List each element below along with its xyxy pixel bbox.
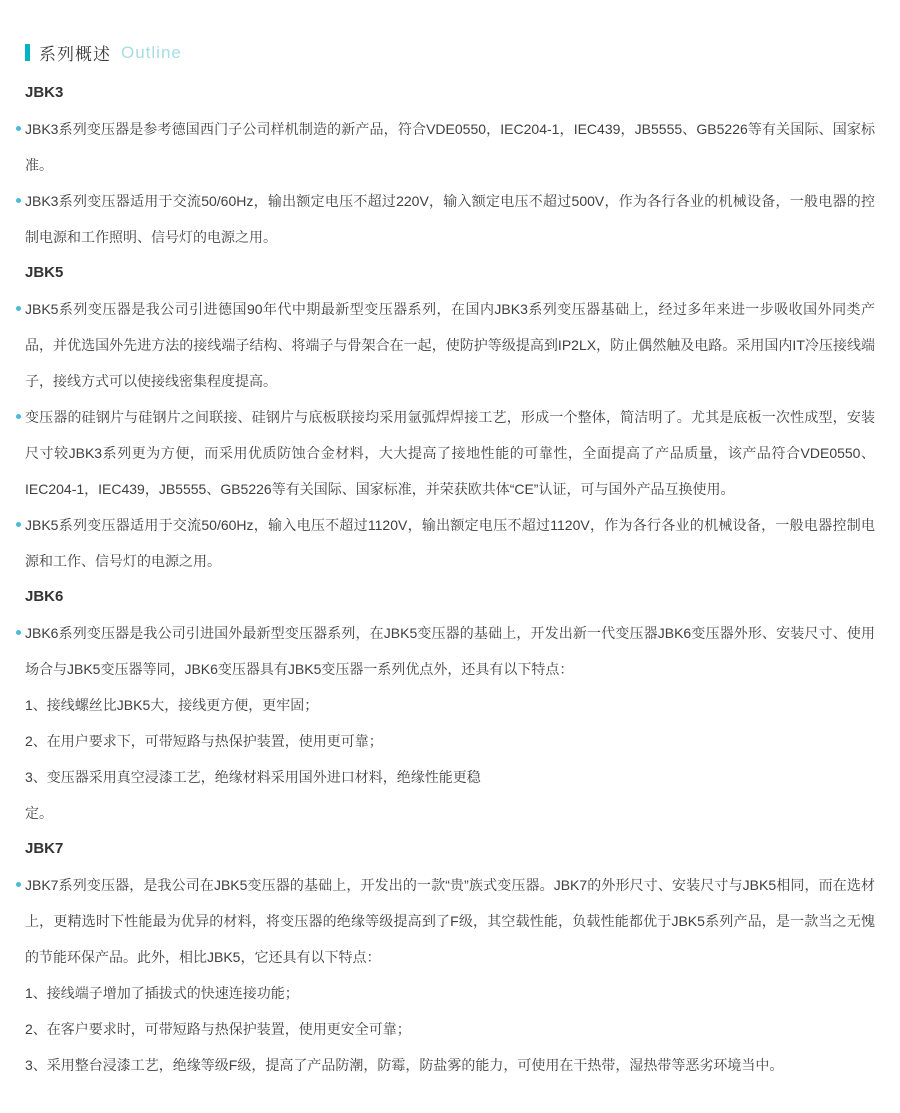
- bullet-paragraph: JBK7系列变压器，是我公司在JBK5变压器的基础上，开发出的一款“贵”族式变压器。JBK7的外形尺寸、安装尺寸与JBK5相同，而在选材上，更精选时下性能最为优异的材料，将变压器的绝缘等级提高到了F级，其空载性能，负载性能都优于JBK5系列产品，是一款当之无愧的节能环保产品。此外，相比JBK5，它还具有以下特点：: [25, 867, 875, 975]
- section-heading: JBK5: [25, 264, 64, 281]
- numbered-item: 1、接线端子增加了插拔式的快速连接功能；: [25, 985, 299, 1001]
- sections-container: [25, 75, 875, 1083]
- section-heading: JBK7: [25, 840, 64, 857]
- bullet-paragraph: JBK5系列变压器是我公司引进德国90年代中期最新型变压器系列，在国内JBK3系列变压器基础上，经过多年来进一步吸收国外同类产品，并优选国外先进方法的接线端子结构、将端子与骨架合在一起，使防护等级提高到IP2LX，防止偶然触及电路。采用国内IT冷压接线端子，接线方式可以使接线密集程度提高。: [25, 291, 875, 399]
- section-heading: JBK6: [25, 588, 64, 605]
- numbered-item: 3、采用整台浸漆工艺，绝缘等级F级，提高了产品防潮，防霉，防盐雾的能力，可使用在干热带，湿热带等恶劣环境当中。: [25, 1057, 784, 1073]
- bullet-paragraph: 变压器的硅钢片与硅钢片之间联接、硅钢片与底板联接均采用氩弧焊焊接工艺，形成一个整体，简洁明了。尤其是底板一次性成型，安装尺寸较JBK3系列更为方便，而采用优质防蚀合金材料，大大提高了接地性能的可靠性，全面提高了产品质量，该产品符合VDE0550、IEC204-1，IEC439，JB5555、GB5226等有关国际、国家标准，并荣获欧共体“CE”认证，可与国外产品互换使用。: [25, 399, 875, 507]
- numbered-item: 3、变压器采用真空浸漆工艺，绝缘材料采用国外进口材料，绝缘性能更稳: [25, 769, 481, 785]
- numbered-item: 1、接线螺丝比JBK5大，接线更方便，更牢固；: [25, 697, 319, 713]
- page-header: [25, 40, 875, 65]
- bullet-paragraph: JBK5系列变压器适用于交流50/60Hz，输入电压不超过1120V，输出额定电压不超过1120V，作为各行各业的机械设备，一般电器控制电源和工作、信号灯的电源之用。: [25, 507, 875, 579]
- numbered-item: 2、在客户要求时，可带短路与热保护装置，使用更安全可靠；: [25, 1021, 411, 1037]
- numbered-item: 2、在用户要求下，可带短路与热保护装置，使用更可靠；: [25, 733, 383, 749]
- text-line: 定。: [25, 805, 53, 821]
- bullet-paragraph: JBK3系列变压器适用于交流50/60Hz，输出额定电压不超过220V，输入额定电压不超过500V，作为各行各业的机械设备，一般电器的控制电源和工作照明、信号灯的电源之用。: [25, 183, 875, 255]
- bullet-paragraph: JBK3系列变压器是参考德国西门子公司样机制造的新产品，符合VDE0550，IEC204-1，IEC439，JB5555、GB5226等有关国际、国家标准。: [25, 111, 875, 183]
- page-title-cn: 系列概述: [39, 45, 111, 64]
- page-title-en: Outline: [121, 42, 182, 62]
- section-heading: JBK3: [25, 84, 64, 101]
- accent-bar-icon: [25, 44, 30, 61]
- bullet-paragraph: JBK6系列变压器是我公司引进国外最新型变压器系列，在JBK5变压器的基础上，开发出新一代变压器JBK6变压器外形、安装尺寸、使用场合与JBK5变压器等同，JBK6变压器具有JBK5变压器一系列优点外，还具有以下特点：: [25, 615, 875, 687]
